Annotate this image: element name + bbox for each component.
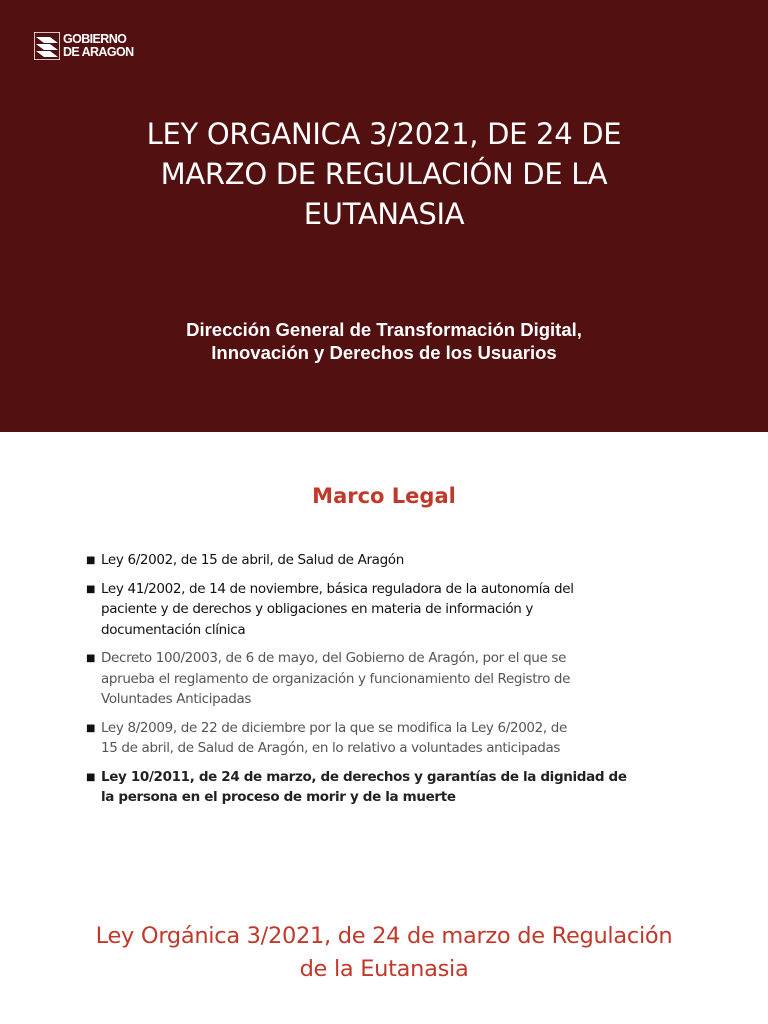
- list-item-text: Ley 6/2002, de 15 de abril, de Salud de Aragón: [101, 552, 404, 568]
- list-item-text: Ley 41/2002, de 14 de noviembre, básica reguladora de la autonomía del: [101, 580, 574, 597]
- subtitle-line: Dirección General de Transformación Digital,: [186, 319, 582, 340]
- bullet-icon: ■: [86, 555, 96, 566]
- list-item: [86, 579, 686, 641]
- list-item-text: Ley 8/2009, de 22 de diciembre por la que se modifica la Ley 6/2002, de: [101, 719, 567, 736]
- page-title: [40, 114, 728, 234]
- list-item-text: documentación clínica: [101, 621, 246, 638]
- list-item: [86, 718, 686, 759]
- bullet-icon: ■: [86, 583, 96, 595]
- list-item-text: la persona en el proceso de morir y de la muerte: [101, 789, 456, 805]
- list-item-text: Decreto 100/2003, de 6 de mayo, del Gobierno de Aragón, por el que se: [101, 650, 567, 666]
- list-item: [86, 767, 686, 808]
- page-title-line: MARZO DE REGULACIÓN DE LA: [160, 157, 608, 191]
- footer-title-line: Ley Orgánica 3/2021, de 24 de marzo de Regulación: [95, 923, 673, 949]
- header-banner: [0, 0, 768, 432]
- footer-title: [40, 920, 728, 986]
- legal-framework-list: [86, 550, 686, 816]
- list-item-text: Voluntades Anticipadas: [101, 691, 252, 707]
- subtitle-line: Innovación y Derechos de los Usuarios: [211, 342, 557, 363]
- page-title-line: EUTANASIA: [303, 197, 465, 231]
- bullet-icon: ■: [86, 722, 96, 734]
- list-item-text: 15 de abril, de Salud de Aragón, en lo relativo a voluntades anticipadas: [101, 740, 561, 756]
- gobierno-aragon-logo: [34, 32, 134, 60]
- bullet-icon: ■: [86, 771, 96, 783]
- footer-title-line: de la Eutanasia: [299, 956, 469, 982]
- page-title-line: LEY ORGANICA 3/2021, DE 24 DE: [146, 117, 622, 151]
- list-item-text: aprueba el reglamento de organización y funcionamiento del Registro de: [101, 670, 571, 687]
- aragon-emblem-icon: [34, 32, 60, 60]
- list-item: [86, 648, 686, 710]
- section-title: Marco Legal: [312, 484, 456, 508]
- page-subtitle: [40, 318, 728, 364]
- list-item-text: paciente y de derechos y obligaciones en materia de información y: [101, 601, 534, 617]
- bullet-icon: ■: [86, 653, 96, 664]
- logo-line-1: GOBIERNO: [63, 32, 127, 46]
- logo-wordmark: [63, 33, 134, 59]
- logo-line-2: DE ARAGON: [63, 45, 134, 59]
- list-item: [86, 550, 686, 571]
- list-item-text: Ley 10/2011, de 24 de marzo, de derechos y garantías de la dignidad de: [101, 768, 627, 785]
